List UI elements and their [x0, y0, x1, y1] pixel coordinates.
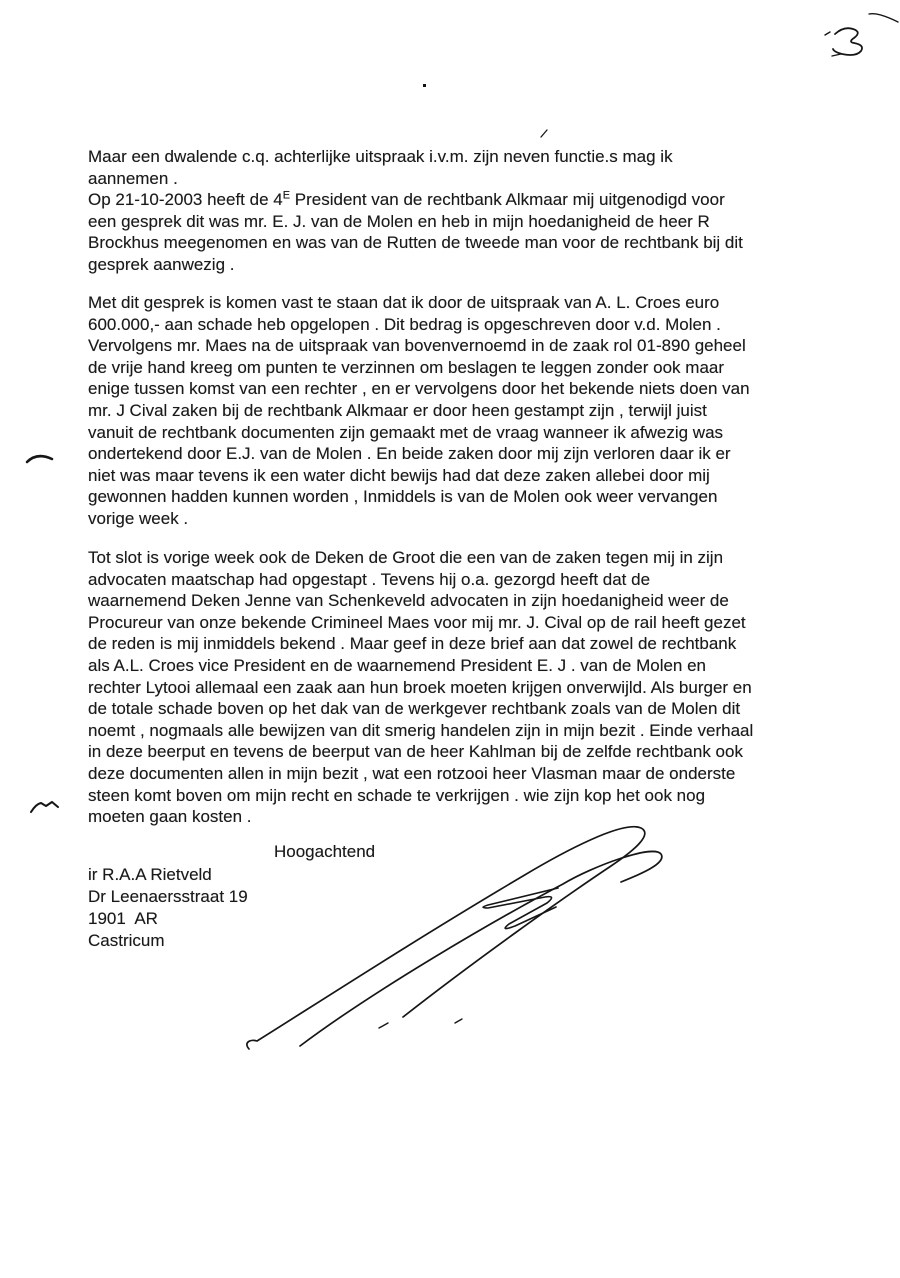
- letter-line: een gesprek dit was mr. E. J. van de Molen en heb in mijn hoedanigheid de heer R: [88, 211, 710, 231]
- page-number-3-handwritten-icon: [820, 18, 890, 63]
- letter-line: vorige week .: [88, 508, 189, 528]
- letter-line: Procureur van onze bekende Crimineel Maes voor mij mr. J. Cival op de rail heeft gezet: [88, 612, 746, 632]
- line-text: Op 21-10-2003 heeft de 4: [88, 190, 283, 210]
- letter-line: aannemen .: [88, 168, 178, 188]
- letter-line: niet was maar tevens ik een water dicht bewijs had dat deze zaken allebei door mij: [88, 465, 710, 485]
- letter-line: rechter Lytooi allemaal een zaak aan hun broek moeten krijgen onverwijld. Als burger en: [88, 677, 752, 697]
- letter-line: 600.000,- aan schade heb opgelopen . Dit bedrag is opgeschreven door v.d. Molen .: [88, 314, 721, 334]
- letter-line: moeten gaan kosten .: [88, 807, 252, 827]
- letter-line: vanuit de rechtbank documenten zijn gemaakt met de vraag wanneer ik afwezig was: [88, 422, 724, 442]
- letter-line: ondertekend door E.J. van de Molen . En beide zaken door mij zijn verloren daar ik er: [88, 444, 731, 464]
- letter-line: Vervolgens mr. Maes na de uitspraak van bovenvernoemd in de zaak rol 01-890 geheel: [88, 336, 746, 356]
- superscript-e: E: [282, 189, 291, 202]
- letter-line: gesprek aanwezig .: [88, 254, 235, 274]
- closing-salutation: Hoogachtend: [274, 842, 376, 861]
- letter-line: Brockhus meegenomen en was van de Rutten de tweede man voor de rechtbank bij dit: [88, 233, 743, 253]
- letter-line: mr. J Cival zaken bij de rechtbank Alkmaar er door heen gestampt zijn , terwijl juist: [88, 400, 707, 420]
- letter-line: de vrije hand kreeg om punten te verzinnen om beslagen te leggen zonder ook maar: [88, 357, 725, 377]
- letter-line: de reden is mij inmiddels bekend . Maar geef in deze brief aan dat zowel de rechtbank: [88, 634, 737, 654]
- sender-address-block: [88, 864, 248, 952]
- letter-line: Tot slot is vorige week ook de Deken de Groot die een van de zaken tegen mij in zijn: [88, 548, 724, 567]
- letter-line: waarnemend Deken Jenne van Schenkeveld advocaten in zijn hoedanigheid weer de: [88, 591, 729, 611]
- letter-line: in deze beerput en tevens de beerput van de heer Kahlman bij de zelfde rechtbank ook: [88, 742, 743, 762]
- margin-pen-squiggle-icon: [28, 794, 62, 816]
- letter-line: Maar een dwalende c.q. achterlijke uitspraak i.v.m. zijn neven functie.s mag ik: [88, 147, 673, 166]
- letter-line: enige tussen komst van een rechter , en er vervolgens door het bekende niets doen van: [88, 379, 750, 399]
- paragraph-1: [88, 146, 838, 276]
- letter-line: steen komt boven om mijn recht en schade te verkrijgen . wie zijn kop het ook nog: [88, 785, 706, 805]
- letter-line: advocaten maatschap had opgestapt . Tevens hij o.a. gezorgd heeft dat de: [88, 569, 651, 589]
- sender-city: Castricum: [88, 931, 165, 950]
- paragraph-2: [88, 292, 838, 530]
- scan-tick-mark: [540, 129, 549, 138]
- margin-pen-swoosh-icon: [24, 448, 54, 468]
- line-text: President van de rechtbank Alkmaar mij uitgenodigd voor: [290, 190, 725, 210]
- letter-line: als A.L. Croes vice President en de waarnemend President E. J . van de Molen en: [88, 655, 707, 675]
- letter-line: deze documenten allen in mijn bezit , wat een rotzooi heer Vlasman maar de onderste: [88, 763, 736, 783]
- sender-name: ir R.A.A Rietveld: [88, 865, 212, 884]
- scan-speck: [423, 84, 426, 87]
- paragraph-3: [88, 547, 838, 828]
- letter-line: Met dit gesprek is komen vast te staan dat ik door de uitspraak van A. L. Croes euro: [88, 293, 720, 312]
- sender-street: Dr Leenaersstraat 19: [88, 887, 248, 906]
- handwritten-signature: [233, 816, 683, 1066]
- letter-line: de totale schade boven op het dak van de werkgever rechtbank zoals van de Molen dit: [88, 699, 741, 719]
- letter-line: noemt , nogmaals alle bewijzen van dit smerig handelen zijn in mijn bezit . Einde verhaal: [88, 720, 754, 740]
- letter-line-with-superscript: [88, 189, 838, 211]
- letter-line: gewonnen hadden kunnen worden , Inmiddels is van de Molen ook weer vervangen: [88, 487, 718, 507]
- sender-postal-code: 1901 AR: [88, 909, 158, 928]
